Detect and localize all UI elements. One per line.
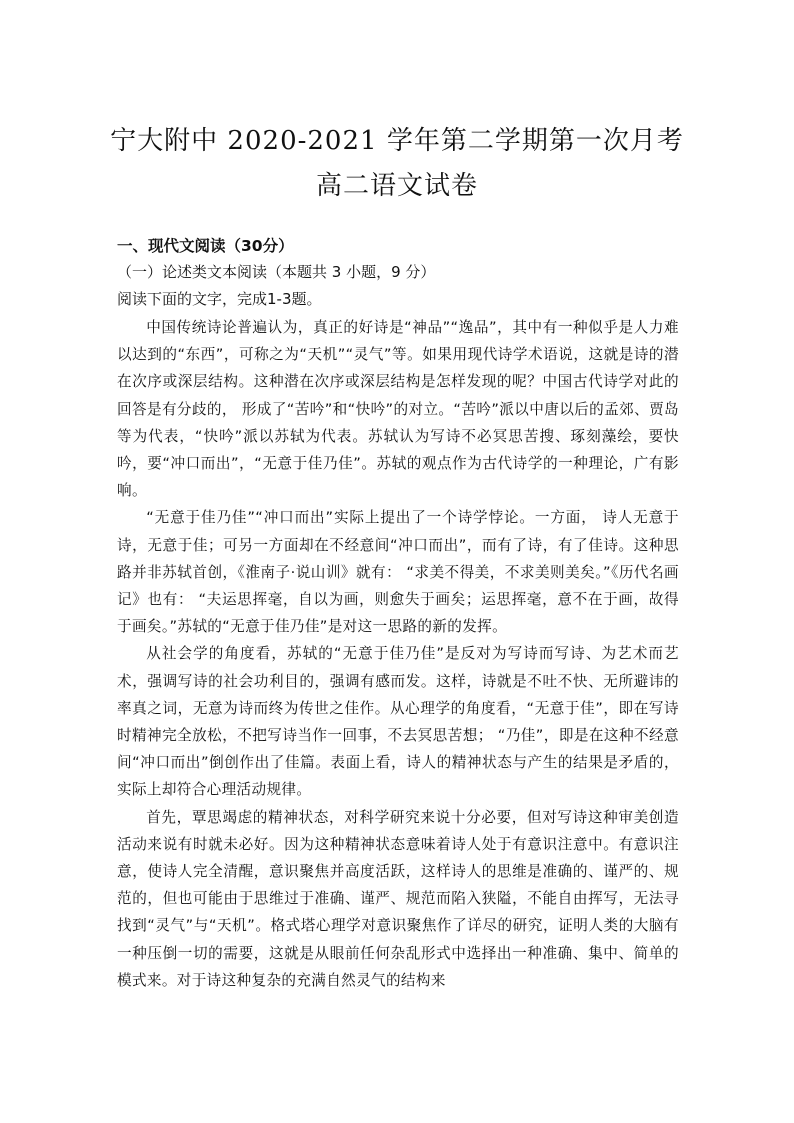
exam-subtitle: 高二语文试卷 [315, 171, 478, 201]
exam-title: 宁大附中 2020-2021 学年第二学期第一次月考 [110, 126, 684, 156]
passage-paragraph-3: 从社会学的角度看，苏轼的“无意于佳乃佳”是反对为写诗而写诗、为艺术而艺术，强调写诗的社会功利目的，强调有感而发。这样，诗就是不吐不快、无所避讳的率真之词，无意为诗而终为传世之佳作。从心理学的角度看，“无意于佳”，即在写诗时精神完全放松，不把写诗当作一回事，不去冥思苦想； “乃佳”，即是在这种不经意间“冲口而出”倒创作出了佳篇。表面上看，诗人的精神状态与产生的结果是矛盾的，实际上却符合心理活动规律。 [117, 645, 679, 799]
reading-instruction: 阅读下面的文字，完成1-3题。 [117, 290, 322, 308]
passage-paragraph-4: 首先，覃思竭虑的精神状态，对科学研究来说十分必要，但对写诗这种审美创造活动来说有时就未必好。因为这种精神状态意味着诗人处于有意识注意中。有意识注意，使诗人完全清醒，意识聚焦并高度活跃，这样诗人的思维是准确的、谨严的、规范的，但也可能由于思维过于准确、谨严、规范而陷入狭隘，不能自由挥写，无法寻找到“灵气”与“天机”。格式塔心理学对意识聚焦作了详尽的研究，证明人类的大脑有一种压倒一切的需要，这就是从眼前任何杂乱形式中选择出一种准确、集中、简单的模式来。对于诗这种复杂的充满自然灵气的结构来 [117, 808, 679, 989]
passage-paragraph-1: 中国传统诗论普遍认为，真正的好诗是“神品”“逸品”，其中有一种似乎是人力难以达到的“东西”，可称之为“天机”“灵气”等。如果用现代诗学术语说，这就是诗的潜在次序或深层结构。这种潜在次序或深层结构是怎样发现的呢？中国古代诗学对此的回答是有分歧的， 形成了“苦吟”和“快吟”的对立。“苦吟”派以中唐以后的孟郊、贾岛等为代表，“快吟”派以苏轼为代表。苏轼认为写诗不必冥思苦搜、琢刻藻绘，要快吟，要“冲口而出”，“无意于佳乃佳”。苏轼的观点作为古代诗学的一种理论，广有影响。 [117, 319, 679, 500]
reading-passage [117, 314, 679, 994]
section-heading: 一、现代文阅读（30分） [117, 237, 294, 255]
subsection-heading: （一）论述类文本阅读（本题共 3 小题，9 分） [117, 263, 436, 281]
passage-paragraph-2: “无意于佳乃佳”“冲口而出”实际上提出了一个诗学悖论。一方面， 诗人无意于诗，无意于佳；可另一方面却在不经意间“冲口而出”，而有了诗，有了佳诗。这种思路并非苏轼首创，《淮南子·说山训》就有： “求美不得美，不求美则美矣。”《历代名画记》也有： “夫运思挥毫，自以为画，则愈失于画矣；运思挥毫，意不在于画，故得于画矣。”苏轼的“无意于佳乃佳”是对这一思路的新的发挥。 [117, 509, 679, 636]
